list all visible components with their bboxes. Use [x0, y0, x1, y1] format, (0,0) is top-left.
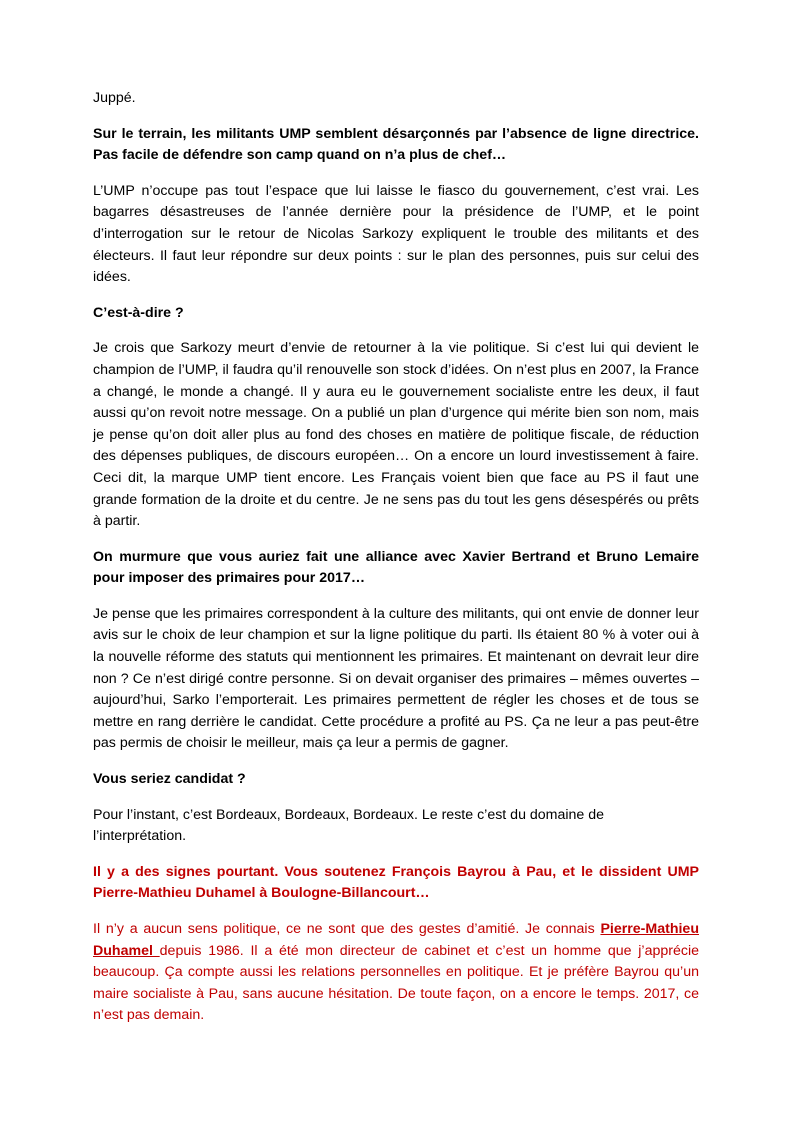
- answer-paragraph: Pour l’instant, c’est Bordeaux, Bordeaux, Bordeaux. Le reste c’est du domaine de l’interprétation.: [93, 806, 605, 845]
- answer-paragraph: L’UMP n’occupe pas tout l’espace que lui laisse le fiasco du gouvernement, c’est vrai. Les bagarres désastreuses de l’année dernière pour la présidence de l’UMP, et le point d’interrogation sur le retour de Nicolas Sarkozy expliquent le trouble des militants et des électeurs. Il faut leur répondre sur deux points : sur le plan des personnes, puis sur celui des idées.: [93, 182, 699, 286]
- question-paragraph: C’est-à-dire ?: [93, 304, 184, 321]
- answer-paragraph: Je crois que Sarkozy meurt d’envie de retourner à la vie politique. Si c’est lui qui devient le champion de l’UMP, il faudra qu’il renouvelle son stock d’idées. On n’est plus en 2007, la France a changé, le monde a changé. Il y aura eu le gouvernement socialiste entre les deux, il faut aussi qu’on revoit notre message. On a publié un plan d’urgence qui mérite bien son nom, mais je pense qu’on doit aller plus au fond des choses en matière de politique fiscale, de réduction des dépenses publiques, de discours européen… On a encore un lourd investissement à faire. Ceci dit, la marque UMP tient encore. Les Français voient bien que face au PS il faut une grande formation de la droite et du centre. Je ne sens pas du tout les gens désespérés ou prêts à partir.: [93, 340, 699, 530]
- question-paragraph: Sur le terrain, les militants UMP semblent désarçonnés par l’absence de ligne directrice. Pas facile de défendre son camp quand on n’a plus de chef…: [93, 125, 699, 164]
- question-paragraph: On murmure que vous auriez fait une alliance avec Xavier Bertrand et Bruno Lemaire pour imposer des primaires pour 2017…: [93, 548, 699, 587]
- answer-text-end: depuis 1986. Il a été mon directeur de cabinet et c’est un homme que j’apprécie beaucoup. Ça compte aussi les relations personnelles en politique. Et je préfère Bayrou qu’un maire socialiste à Pau, sans aucune hésitation. De toute façon, on a encore le temps. 2017, ce n’est pas demain.: [93, 942, 699, 1024]
- answer-text-start: Il n’y a aucun sens politique, ce ne sont que des gestes d’amitié. Je connais: [93, 921, 601, 937]
- question-paragraph: Vous seriez candidat ?: [93, 771, 246, 788]
- document-page: [93, 88, 699, 1041]
- answer-paragraph: Juppé.: [93, 90, 136, 106]
- pierre-mathieu-duhamel-link[interactable]: Pierre-Mathieu Duhamel: [93, 921, 699, 959]
- answer-paragraph-highlighted: [93, 919, 699, 1027]
- question-paragraph-highlighted: Il y a des signes pourtant. Vous soutenez François Bayrou à Pau, et le dissident UMP Pierre-Mathieu Duhamel à Boulogne-Billancourt…: [93, 863, 699, 902]
- answer-paragraph: Je pense que les primaires correspondent à la culture des militants, qui ont envie de donner leur avis sur le choix de leur champion et sur la ligne politique du parti. Ils étaient 80 % à voter oui à la nouvelle réforme des statuts qui mentionnent les primaires. Et maintenant on devrait leur dire non ? Ce n’est dirigé contre personne. Si on devait organiser des primaires – mêmes ouvertes – aujourd’hui, Sarko l’emporterait. Les primaires permettent de régler les choses et de tous se mettre en rang derrière le candidat. Cette procédure a profité au PS. Ça ne leur a pas peut-être pas permis de choisir le meilleur, mais ça leur a permis de gagner.: [93, 605, 699, 752]
